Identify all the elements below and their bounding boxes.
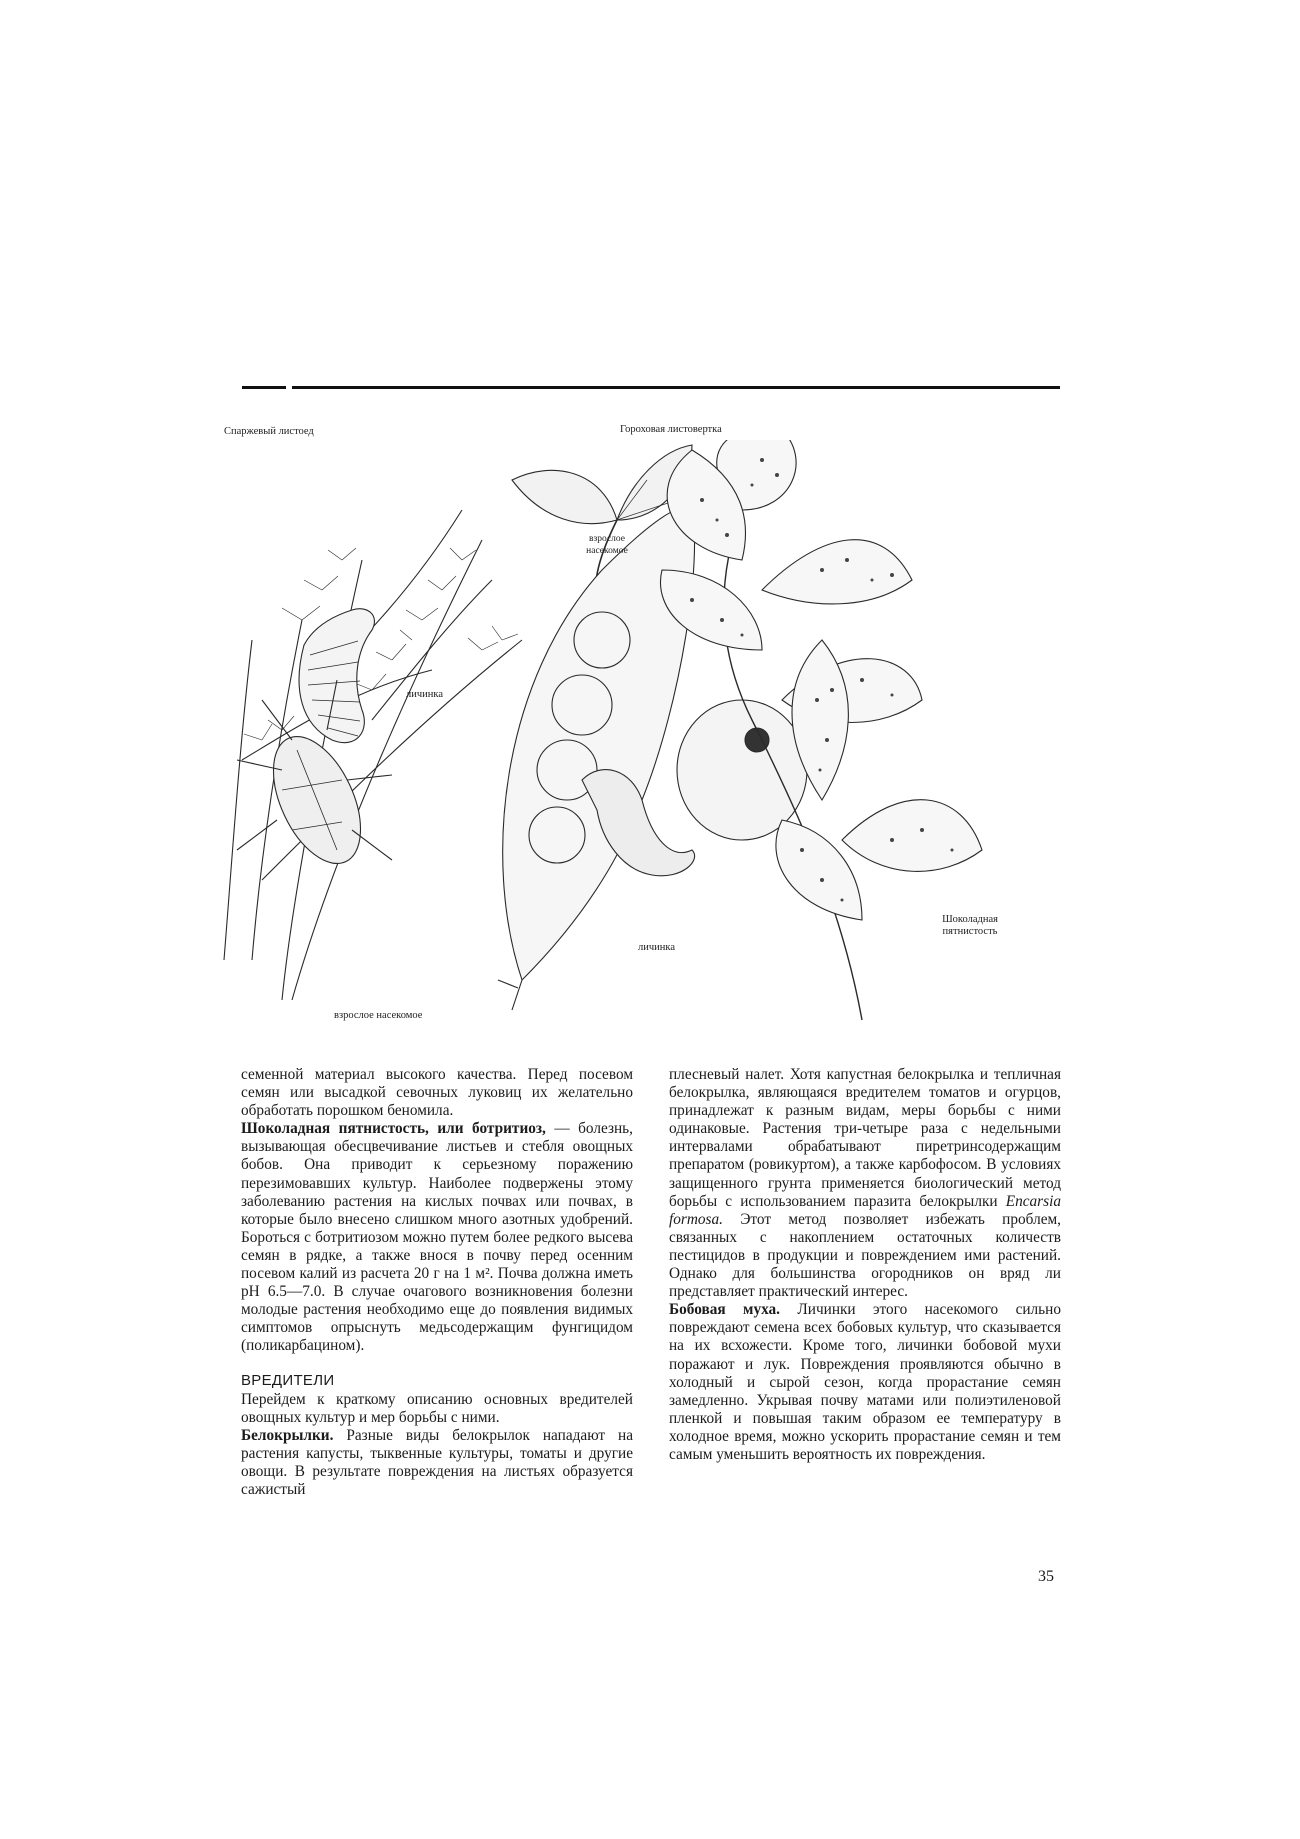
header-rule-gap <box>286 385 292 390</box>
page-number: 35 <box>1038 1568 1054 1585</box>
paragraph-pests-intro: Перейдем к краткому описанию основных вредителей овощных культур и мер борьбы с ними. <box>241 1390 633 1426</box>
text-column-right <box>669 1066 1061 1464</box>
paragraph: семенной материал высокого качества. Перед посевом семян или высадкой севочных луковиц их желательно обработать порошком беномила. <box>241 1066 633 1120</box>
latin-name: Encarsia formosa. <box>669 1192 1061 1228</box>
text-column-left <box>241 1066 633 1499</box>
label-adult-left: взрослое насекомое <box>334 1010 423 1021</box>
term-whiteflies: Белокрылки. <box>241 1426 334 1444</box>
paragraph-whiteflies-cont: плесневый налет. Хотя капустная белокрылка и тепличная белокрылка, являющаяся вредителем томатов и огурцов, принадлежат к разным видам, меры борьбы с ними одинаковые. Растения три-четыре раза с недельными интервалами обрабатывают пиретринсодержащим препаратом (ровикуртом), а также карбофосом. В условиях защищенного грунта применяется биологический метод борьбы с использованием паразита белокрылки Encarsia formosa. Этот метод позволяет избежать проблем, связанных с накоплением остаточных количеств пестицидов в продукции и повреждением ими растений. Однако для большинства огородников он вряд ли представляет практический интерес. <box>669 1066 1061 1301</box>
term-bean-fly: Бобовая муха. <box>669 1301 781 1319</box>
label-larva-right: личинка <box>638 942 675 953</box>
label-pea-moth: Гороховая листовертка <box>620 424 722 435</box>
paragraph-whiteflies: Белокрылки. Разные виды белокрылок нападают на растения капусты, тыквенные культуры, томаты и другие овощи. В результате повреждения на листьях образуется сажистый <box>241 1426 633 1499</box>
term-chocolate-spot: Шоколадная пятнистость, или ботритиоз, <box>241 1120 546 1138</box>
asparagus-larva-drawing <box>299 609 374 743</box>
label-asparagus-beetle: Спаржевый листоед <box>224 426 314 437</box>
paragraph-chocolate-spot: Шоколадная пятнистость, или ботритиоз, — болезнь, вызывающая обесцвечивание листьев и стебля овощных бобов. Она приводит к серьезному поражению перезимовавших культур. Наиболее подвержены этому заболеванию растения на кислых почвах или почвах, в которые было внесено слишком много азотных удобрений. Бороться с ботритиозом можно путем более редкого высева семян в рядке, а также внося в почву перед осенним посевом калий из расчета 20 г на 1 м². Почва должна иметь pH 6.5—7.0. В случае очагового возникновения болезни молодые растения необходимо еще до появления видимых симптомов опрыснуть медьсодержащим фунгицидом (поликарбацином). <box>241 1120 633 1355</box>
label-adult-moth: взрослое насекомое <box>586 534 628 556</box>
asparagus-plant-drawing <box>224 510 522 1000</box>
label-larva-left: личинка <box>406 689 443 700</box>
pest-illustration <box>222 424 1072 1030</box>
section-heading-pests: ВРЕДИТЕЛИ <box>241 1371 335 1389</box>
label-chocolate-spot: Шоколадная пятнистость <box>942 914 998 937</box>
header-rule <box>242 386 1060 389</box>
paragraph-bean-fly: Бобовая муха. Личинки этого насекомого сильно повреждают семена всех бобовых культур, что сказывается на их всхожести. Кроме того, личинки бобовой мухи поражают и лук. Повреждения проявляются обычно в холодный и сырой сезон, когда прорастание семян замедленно. Укрывая почву матами или полиэтиленовой пленкой и повышая таким образом ее температуру в холодное время, можно ускорить прорастание семян и тем самым уменьшить вероятность их повреждения. <box>669 1301 1061 1463</box>
